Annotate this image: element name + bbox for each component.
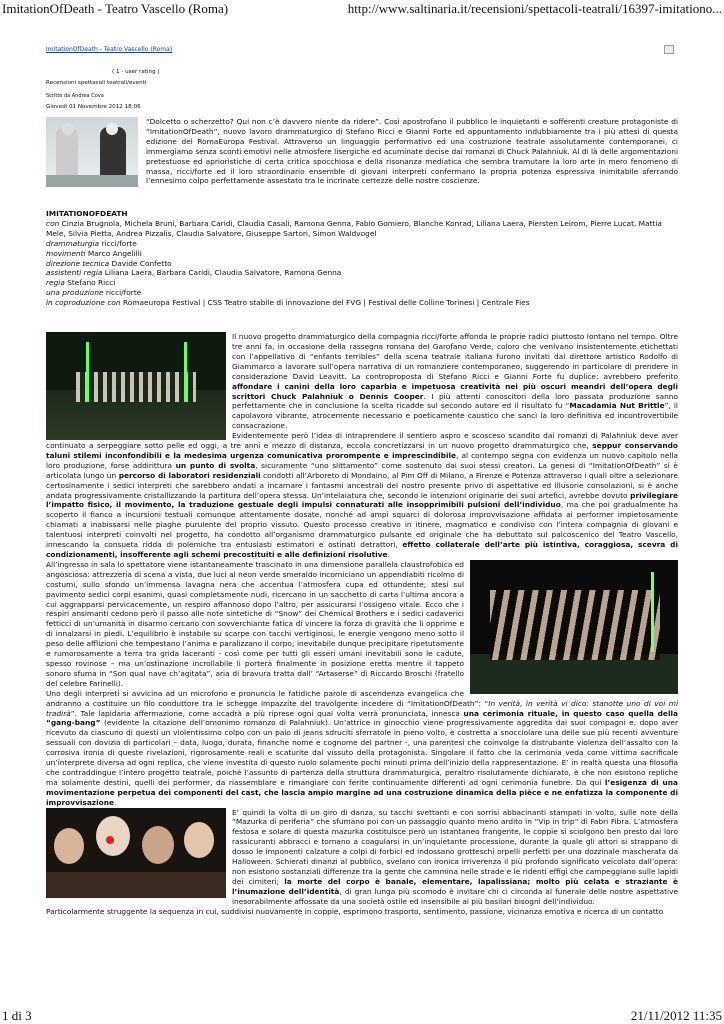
p2-text-a: Evidentemente però l’idea di intraprendere il sentiero aspro e scosceso scandito dai romanzi di Palahniuk deve aver continuato a serpeggiare sotto pelle ed oggi, a tre anni e mezzo di distanza, eccola concretizzarsi in un nuovo progetto drammaturgico che, [46, 431, 678, 451]
credit-coproduzione: Romaeuropa Festival | CSS Teatro stabile di innovazione del FVG | Festival delle Colline Torinesi | Centrale Fies [120, 298, 530, 308]
p4-bold-d: una cerimonia rituale, in questo caso quella della “gang-bang” [46, 708, 678, 728]
p2-text-e: , sicuramente “uno slittamento” come sostenuto dai suoi stessi creatori. La genesi di “ImitationOfDeath” si è articolata lungo un [46, 460, 678, 480]
article-link[interactable]: ImitationOfDeath - Teatro Vascello (Roma) [46, 46, 173, 53]
credit-label-assistenti: assistenti regia [46, 268, 103, 278]
photo-clown-masks [46, 808, 226, 898]
p2-bold-j: effetto collaterale dell’arte più istintiva, coraggiosa, scevra di condizionamenti, insofferente agli schemi precostituiti e alle definizioni risolutive [46, 540, 678, 559]
p5-text-c: , di gran lunga più scomodo è invitare chi ci circonda al funerale delle nostre aspettative inesorabilmente affossate da una società ostile ed insensibile ai più basilari bisogni dell’individuo. [232, 886, 678, 906]
p4-italic-b: In verità, in verità vi dico: stanotte uno di voi mi tradirà [46, 698, 678, 718]
p2-text-i: , ma che poi gradualmente ha scoperto il fianco a incursioni testuali comunque attentamente dosate, nonché ad ampi squarci di dolorosa improvvisazione affidata ai performer impietosamente chiamati a inabissarsi nelle piaghe purulente del proprio vissuto. Questo processo creativo in itinere, magmatico e condiviso con l’intera compagnia di giovani e talentuosi interpreti coinvolti nel progetto, ha condotto all’organismo drammaturgico pulsante ed originale che ha debuttato sul palcoscenico del Teatro Vascello, innescando la consueta ridda di polemiche tra entusiasti estimatori e ostinati detrattori, [46, 500, 678, 550]
header-url: http://www.saltinaria.it/recensioni/spettacoli-teatrali/16397-imitationo... [347, 1, 722, 16]
p2-bold-d: un punto di svolta [175, 460, 256, 470]
print-timestamp: 21/11/2012 11:35 [630, 1008, 722, 1023]
p4-text-c: ”. Tale lapidaria affermazione, come accadrà a più riprese ogni qual volta verrà pronunciata, innesca [70, 708, 464, 718]
credit-assistenti: Liliana Laera, Barbara Caridi, Claudia Salvatore, Ramona Genna [102, 268, 342, 278]
credit-movimenti: Marco Angelilli [85, 248, 142, 258]
p2-text-k: . [387, 550, 390, 559]
p1-bold-d: Macadamia Nut Brittle [569, 401, 665, 411]
page-footer [0, 1006, 724, 1024]
page-header [0, 0, 724, 16]
p2-bold-f: percorso di laboratori residenziali [118, 470, 261, 480]
credit-produzione: ricci/forte [103, 288, 142, 298]
p1-text-e: ”, il capolavoro vibrante, atrocemente necessario e poeticamente caustico che sancì la loro definitiva ed incontrovertibile consacrazione. [232, 401, 678, 431]
p3-paragraph: All’ingresso in sala lo spettatore viene istantaneamente trascinato in una dimensione parallela claustrofobica ed angosciosa: attrezzeria di scena a vista, due luci al neon verde smeraldo incorniciano un appendiabiti ricolmo di costumi, sullo sfondo un’immensa lavagna nera che accentua l’atmosfera cupa ed ottundente; stesi sul pavimento sedici corpi esanimi, quasi completamente nudi, ricercano in un sacchetto di carta l’ultima ancora a cui aggrapparsi pervicacemente, un respiro affannoso dopo l’altro, per assicurarsi l’ossigeno vitale. Ecco che i respiri ansimanti cedono però il passo alle note sintetiche di “Snow” dei Chemical Brothers e i sedici cadaverici fetticci di un’umanità in disarmo cercano con sovverchiante fatica di vincere la forza di gravità che li opprime e di innalzarsi in piedi. L’equilibrio è instabile su scarpe con tacchi vertiginosi, le energie vengono meno sotto il peso delle afflizioni che tempestano l’anima e paralizzano il corpo; inevitabile dunque precipitare ripetutamente e rumorosamente a terra tra grida laceranti - così come per tutti gli esseri umani inevitabili sono le cadute, spesso rovinose – ma un’ostinazione incrollabile li porterà finalmente in posizione eretta mentre il tappeto sonoro sfuma in “Son qual nave ch’agitata”, aria di bravura tratta dall’ “Artaserse” di Riccardo Broschi (fratello del celebre Farinelli). [46, 559, 464, 688]
p1-text-c: . I più attenti conoscitori della loro passata produzione sanno perfettamente che in conclusione la scelta ricadde sul secondo autore ed il risultato fu “ [232, 391, 678, 411]
p5-bold-b: la morte del corpo è banale, elementare, lapalissiana; molto più celata e straziante è l’inumazione dell’identità [232, 876, 679, 896]
author-text: Scritto da Andrea Cova [46, 93, 104, 99]
credit-direzione: Davide Confetto [109, 258, 172, 268]
photo-stage-green-lights [46, 332, 226, 440]
p1-bold-b: affondare i canini della loro caparbia e impetuosa creatività nei più oscuri meandri dell’opera degli scrittori Chuck Palahniuk o Dennis Cooper [232, 381, 678, 401]
p4-text-e: (evidente la citazione dell’omonimo romanzo di Palahniuk). Un’attrice in ginocchio viene progressivamente aggredita dai suoi compagni e, dopo aver ricevuto da ciascuno di questi un violentissimo colpo con un paio di jeans sdruciti sferratole in pieno volto, è costretta a snocciolare una delle sue più recenti avventure sessuali con dovizia di particolari – data, luogo, durata, finanche nome e cognome del partner -, una parentesi che coinvolge la distrubante violenza dell’assalto con la corrosiva ironia di queste rivelazioni, rigorosamente reali e scaturite dal vissuto della protagonista. Singolare il fatto che la cerimonia veda come vittima sacrificale un’interprete diversa ad ogni replica, che viene investita di questo ruolo solamente pochi minuti prima dell’inizio della rappresentazione. E’ in realtà questa una filosofia che contraddingue l’intero progetto teatrale, poiché l’assunto di partenza della struttura drammaturgica, peraltro risolutamente dichiarato, è che non esistono repliche ma solamente destini, quelli dei performer, da riassemblare e rimangiare con ferite continuamente differenti ad ogni cerimonia funebre. Da qui [46, 718, 678, 787]
credit-label-coproduzione: in coproduzione con [46, 298, 121, 308]
credit-cast: Cinzia Brugnola, Michela Bruni, Barbara Caridi, Claudia Casali, Ramona Genna, Fabio Gomiero, Blanche Konrad, Liliana Laera, Piersten Leirom, Pierre Lucat, Mattia Mele, Silvia Pietta, Andrea Pizzalis, Claudia Salvatore, Giuseppe Sartori, Simon Waldvogel [46, 218, 662, 238]
intro-paragraph: “Dolcetto o scherzetto? Qui non c’è davvero niente da ridere”. Così apostrofano il pubblico le inquietanti e sofferenti creature protagoniste di “ImitationOfDeath”, nuovo lavoro drammaturgico di Stefano Ricci e Gianni Forte ed appuntamento indubbiamente tra i più attesi di questa edizione del RomaEuropa Festival. Attraverso un linguaggio performativo ed una costruzione teatrale assolutamente contemporanei, ci immergiamo senza sconti emotivi nelle atmosfere lisergiche ed acuminate decise dai romanzi di Chuck Palahniuk. Al di là delle argomentazioni pretestuose ed apriorìstiche di certa critica spocchiosa e della risonanza mediatica che sembra tramutare la loro arte in mero fenomeno di massa, ricci/forte ed il loro straordinario ensemble di giovani interpreti confermano la propria potenza espressiva inimitabile sferrando l’ennesimo colpo perfettamente assestato tra le incrinate certezze delle nostre coscienze. [146, 117, 678, 186]
credits-title: IMITATIONOFDEATH [46, 209, 128, 218]
credits-block [46, 209, 678, 308]
credit-drammaturgia: ricci/forte [99, 238, 137, 248]
credit-label-movimenti: movimenti [46, 248, 86, 258]
credit-label-drammaturgia: drammaturgia [46, 238, 100, 248]
credit-regia: Stefano Ricci [64, 278, 116, 288]
article [46, 44, 678, 917]
credit-label-produzione: una produzione [46, 288, 104, 298]
page-number: 1 di 3 [2, 1008, 32, 1023]
photo-two-masked-figures [46, 117, 138, 187]
date-text: Giovedì 01 Novembre 2012 18:06 [46, 104, 141, 110]
p2-bold-h: privilegiare l’impatto fisico, il movimento, la traduzione gestuale degli impulsi connaturati alle insopprimibili pulsioni dell’individuo [46, 490, 678, 510]
credit-label-direzione: direzione tecnica [46, 258, 110, 268]
p4-text-g: . [114, 797, 117, 807]
p6-paragraph: Particolarmente struggente la sequenza in cui, suddivisi nuovamente in coppie, esprimono trasporto, sentimento, passione, vicinanza emotiva e ricerca di un contatto [46, 906, 664, 916]
p2-text-g: condotti all’Arboreto di Mondaino, al Pim Off di Milano, a Firenze e Potenza attraverso i quali oltre a selezionare certosinamente i sedici interpreti che sarebbero andati a incarnare i fantasmi ancestrali del nostro presente privo di aspettative ed illusorie consolazioni, si è anche andata progressivamente cristallizzando la partitura dell’opera stessa. Un’intelaiatura che, secondo le intenzioni originarie dei suoi artefici, avrebbe dovuto [46, 470, 678, 500]
print-icon[interactable] [664, 45, 674, 54]
p1-text-a: Il nuovo progetto drammaturgico della compagnia ricci/forte affonda le proprie radici piuttosto lontano nel tempo. Oltre tre anni fa, in occasione della rassegna romana del Garofano Verde, coloro che venivano insistentemente etichettati con l’appellativo di “enfants terribles” della scena teatrale italiana furono invitati dal direttore artistico Rodolfo di Giammarco a lavorare sull’opera narrativa di un romanziere contemporaneo, suggerendo in particolare di prendere in considerazione David Leavitt. La controproposta di Stefano Ricci e Gianni Forte fu duplice: avrebbero preferito [232, 332, 678, 381]
p4-bold-f: l’esigenza di una movimentazione perpetua dei componenti del cast, che lascia ampio margine ad una costruzione dinamica della pièce e ne enfatizza la componente di improvvisazione [46, 777, 678, 807]
photo-dancers-green-light [470, 560, 678, 694]
header-title: ImitationOfDeath - Teatro Vascello (Roma) [2, 1, 229, 16]
credit-label-regia: regia [46, 278, 65, 288]
category-text: Recensioni spettacoli teatrali/eventi [46, 80, 147, 86]
p5-text-a: E’ quindi la volta di un giro di danza, su tacchi svettanti e con sorrisi abbacinanti stampati in volto, sulle note della “Mazurka di periferia” che sfumano poi con un passaggio quanto meno ardito in “Vip in trip” di Fabri Fibra. L’atmosfera festosa e solare di questa mazurka costituisce però un istantaneo frangente, le coppie si sciolgono ben presto dai loro rassicuranti abbracci e tornano a coagularsi in un’inquietante processione, durante la quale gli attori si strappano di dosso le imponenti calzature a colpi di forbici ed indossano grotteschi orpelli perfetti per una dozzinale mascherata da Halloween. Schierati dinanzi al pubblico, svelano con ironica irriverenza il più profondo significato veicolato dall’opera: non esistono sostanziali differenze tra la gente che cammina nelle strade e le ridenti effigi che campeggiano sulle lapidi dei cimiteri; [232, 807, 678, 886]
p2-bold-b: seppur conservando taluni stilemi inconfondibili e la medesima urgenza comunicativa prorompente e imprescindibile [46, 441, 678, 460]
credit-label-con: con [46, 218, 60, 228]
rating-text: ( 1 - user rating ) [112, 69, 160, 75]
p4-text-a: Uno degli interpreti si avvicina ad un microfono e pronuncia le fatidiche parole di ascendenza evangelica che andranno a costituire un filo conduttore tra le schegge impazzite del travolgente incedere di “ImitationOfDeath”: “ [46, 688, 489, 708]
p2-text-c: , al contempo segna con evidenza un nuovo capitolo nella loro produzione, forse addirittura [46, 450, 678, 470]
